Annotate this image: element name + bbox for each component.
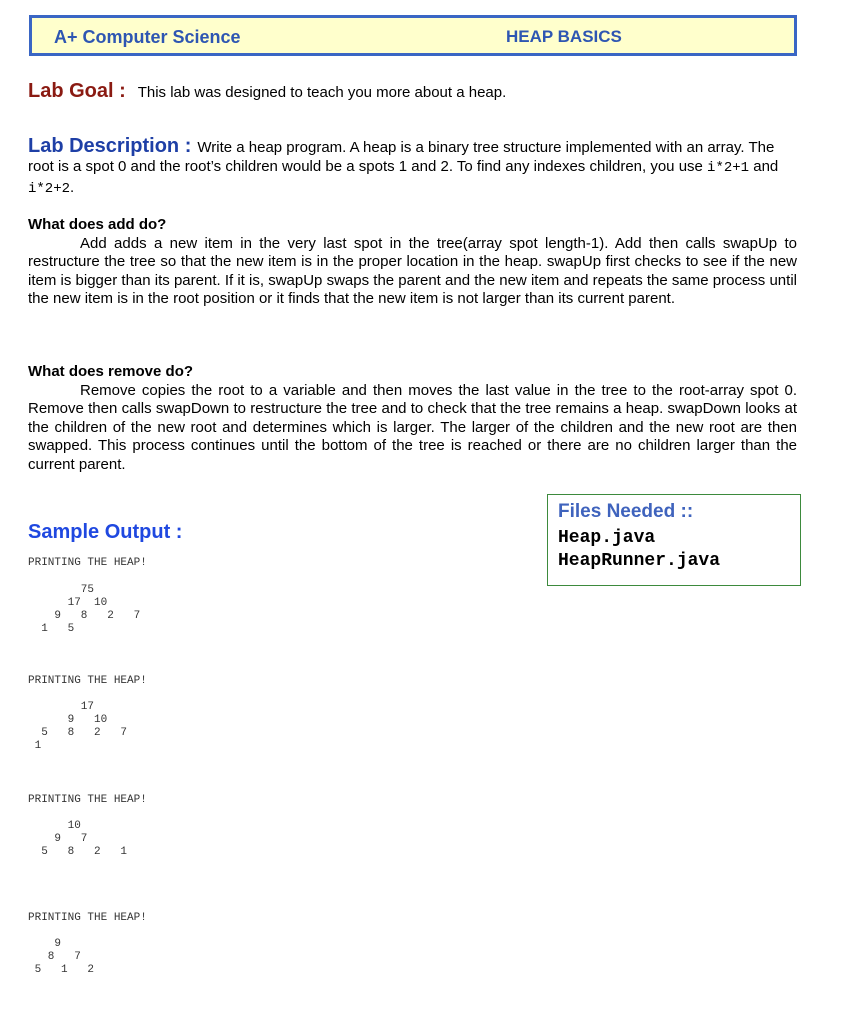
remove-section [28, 363, 797, 474]
remove-explanation: Remove copies the root to a variable and then moves the last value in the tree to the root-array spot 0. Remove then calls swapDown to restructure the tree and to check that the tree remains a heap. swapDown looks at the children of the new root and determines which is larger. The larger of the children and the new root are then swapped. This process continues until the bottom of the tree is reached or there are no children larger than the current parent. [28, 381, 797, 473]
heap-tree-output: 17 9 10 5 8 2 7 1 [34, 701, 128, 752]
output-heading: PRINTING THE HEAP! [28, 557, 147, 569]
output-heading: PRINTING THE HEAP! [28, 912, 147, 924]
remove-question: What does remove do? [28, 363, 194, 380]
output-heading: PRINTING THE HEAP! [28, 675, 147, 687]
output-heading: PRINTING THE HEAP! [28, 794, 147, 806]
course-title: A+ Computer Science [54, 27, 241, 47]
files-needed-title: Files Needed :: [558, 501, 694, 522]
add-question: What does add do? [28, 216, 167, 233]
lab-goal-text: This lab was designed to teach you more about a heap. [137, 84, 507, 101]
add-section [28, 216, 797, 309]
file-heaprunner-java: HeapRunner.java [558, 551, 721, 571]
files-needed-box [547, 494, 801, 586]
child-index-formula-left: i*2+1 [707, 160, 750, 176]
lab-description-text: Write a heap program. A heap is a binary tree structure implemented with an array. The root is a spot 0 and the root’s children would be a spots 1 and 2. To find any indexes children, you use [28, 139, 775, 175]
add-explanation: Add adds a new item in the very last spot in the tree(array spot length-1). Add then calls swapUp to restructure the tree so that the new item is in the proper location in the heap. swapUp first checks to see if the new item is bigger than its parent. If it is, swapUp swaps the parent and the new item and repeats the same process until the new item is in the root position or it finds that the new item is not larger than its current parent. [28, 234, 797, 307]
lab-description [28, 137, 798, 199]
file-heap-java: Heap.java [558, 528, 656, 548]
lab-description-label: Lab Description : [28, 135, 192, 157]
lab-goal-label: Lab Goal : [28, 80, 126, 102]
heap-tree-output: 10 9 7 5 8 2 1 [41, 820, 128, 858]
child-index-formula-right: i*2+2 [28, 181, 71, 197]
heap-tree-output: 75 17 10 9 8 2 7 1 5 [41, 584, 141, 635]
and-word: and [749, 158, 779, 175]
lab-goal [28, 80, 506, 103]
sample-output-title: Sample Output : [28, 521, 183, 543]
lab-title: HEAP BASICS [506, 27, 622, 46]
header-banner [29, 15, 797, 56]
heap-tree-output: 9 8 7 5 1 2 [34, 938, 95, 976]
description-end: . [70, 179, 75, 196]
